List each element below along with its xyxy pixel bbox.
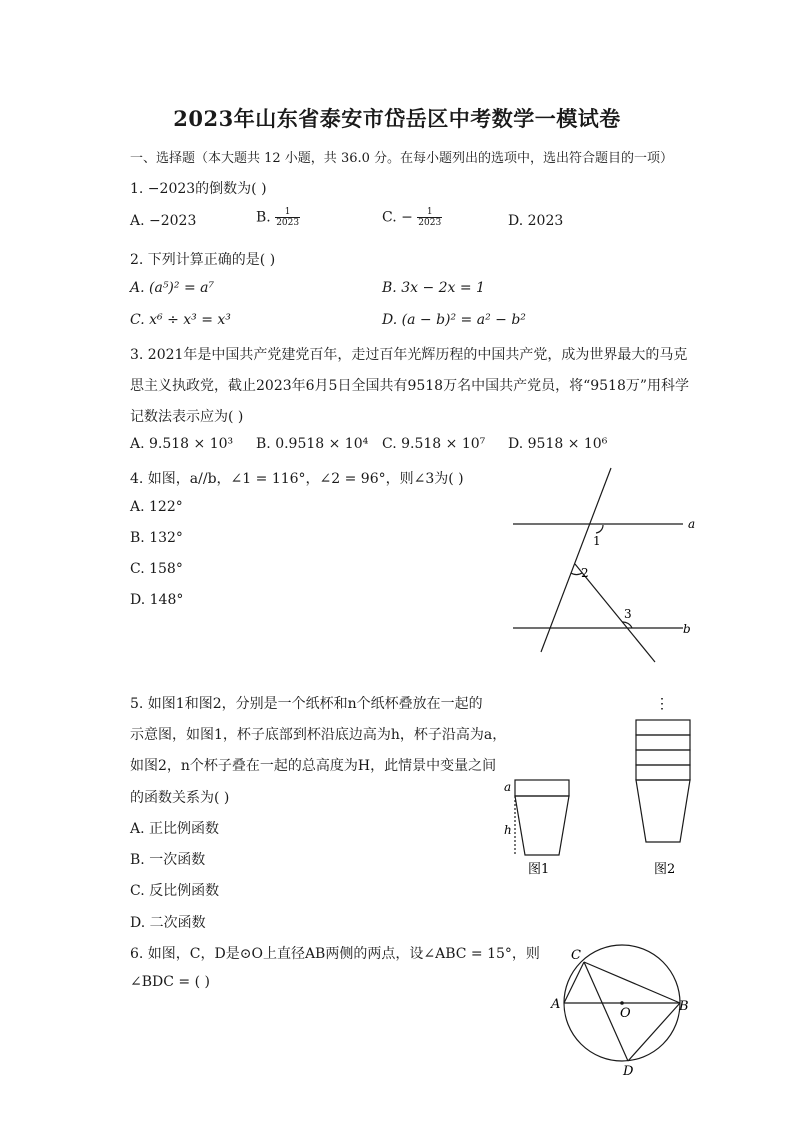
q1-c-denominator: 2023 bbox=[418, 218, 442, 228]
point-d-label: D bbox=[623, 1064, 634, 1079]
cup2-rim-1 bbox=[636, 720, 690, 735]
q2-option-c: C. x⁶ ÷ x³ = x³ bbox=[130, 312, 231, 328]
label-b: b bbox=[683, 622, 691, 636]
segment-ac bbox=[564, 962, 584, 1003]
q1-c-numerator: 1 bbox=[417, 207, 442, 218]
q1-b-denominator: 2023 bbox=[276, 218, 300, 228]
q3-line-2: 思主义执政党，截止2023年6月5日全国共有9518万名中国共产党员，将“9518万”用科学 bbox=[130, 378, 690, 394]
cup2-body bbox=[636, 780, 690, 842]
q1-stem: 1. −2023的倒数为( ) bbox=[130, 181, 267, 197]
segment-cb bbox=[584, 962, 680, 1003]
q6-line-1: 6. 如图，C，D是⊙O上直径AB两侧的两点，设∠ABC = 15°，则 bbox=[130, 946, 540, 962]
cup2-rim-4 bbox=[636, 765, 690, 780]
q1-option-b-fraction bbox=[275, 207, 300, 228]
q2-stem: 2. 下列计算正确的是( ) bbox=[130, 252, 276, 268]
q5-line-2: 示意图，如图1，杯子底部到杯沿底边高为h，杯子沿高为a， bbox=[130, 727, 507, 743]
q4-option-b: B. 132° bbox=[130, 530, 183, 546]
q4-parallel-lines-figure bbox=[505, 465, 705, 670]
point-c-label: C bbox=[571, 948, 581, 963]
label-h: h bbox=[504, 823, 512, 837]
label-a: a bbox=[504, 780, 512, 794]
q1-option-c-fraction bbox=[417, 207, 442, 228]
cup1-rim bbox=[515, 780, 569, 796]
q5-line-4: 的函数关系为( ) bbox=[130, 790, 230, 806]
q1-option-b bbox=[256, 207, 300, 228]
q2-option-d: D. (a − b)² = a² − b² bbox=[382, 312, 526, 328]
q1-option-b-prefix: B. bbox=[256, 209, 271, 226]
q4-option-c: C. 158° bbox=[130, 561, 183, 577]
q4-option-a: A. 122° bbox=[130, 499, 183, 515]
q5-option-d: D. 二次函数 bbox=[130, 915, 206, 931]
q5-option-a: A. 正比例函数 bbox=[130, 821, 220, 837]
q6-line-2: ∠BDC = ( ) bbox=[130, 974, 210, 990]
continuation-dots: ⋮ bbox=[655, 696, 669, 712]
q1-option-c-prefix: C. − bbox=[382, 209, 413, 226]
q1-b-numerator: 1 bbox=[275, 207, 300, 218]
q5-line-1: 5. 如图1和图2，分别是一个纸杯和n个纸杯叠放在一起的 bbox=[130, 696, 483, 712]
angle-1-arc bbox=[596, 525, 603, 533]
page-title: 2023年山东省泰安市岱岳区中考数学一模试卷 bbox=[173, 106, 621, 131]
section-heading: 一、选择题（本大题共 12 小题，共 36.0 分。在每小题列出的选项中，选出符合题目的一项） bbox=[130, 151, 674, 166]
label-a: a bbox=[688, 517, 696, 531]
center-o-label: O bbox=[620, 1006, 631, 1021]
q3-option-b: B. 0.9518 × 10⁴ bbox=[256, 436, 369, 452]
q4-option-d: D. 148° bbox=[130, 592, 184, 608]
angle-2-label: 2 bbox=[581, 566, 589, 580]
cup1-body bbox=[515, 796, 569, 855]
q4-stem: 4. 如图，a//b，∠1 = 116°，∠2 = 96°，则∠3为( ) bbox=[130, 471, 464, 487]
q1-option-d: D. 2023 bbox=[508, 213, 564, 229]
point-b-label: B bbox=[679, 999, 689, 1014]
angle-1-label: 1 bbox=[593, 534, 601, 548]
q2-option-b: B. 3x − 2x = 1 bbox=[382, 280, 485, 296]
q1-option-c bbox=[382, 207, 442, 228]
q3-option-d: D. 9518 × 10⁶ bbox=[508, 436, 608, 452]
q5-line-3: 如图2，n个杯子叠在一起的总高度为H，此情景中变量之间 bbox=[130, 758, 497, 774]
q1-option-a: A. −2023 bbox=[130, 213, 197, 229]
q6-circle-figure bbox=[540, 940, 700, 1080]
cup2-rim-2 bbox=[636, 735, 690, 750]
q5-option-b: B. 一次函数 bbox=[130, 852, 206, 868]
q3-line-1: 3. 2021年是中国共产党建党百年，走过百年光辉历程的中国共产党，成为世界最大的马克 bbox=[130, 347, 688, 363]
q3-line-3: 记数法表示应为( ) bbox=[130, 409, 244, 425]
q3-option-a: A. 9.518 × 10³ bbox=[130, 436, 234, 452]
cup2-rim-3 bbox=[636, 750, 690, 765]
caption-figure-2: 图2 bbox=[654, 862, 676, 877]
q3-option-c: C. 9.518 × 10⁷ bbox=[382, 436, 486, 452]
angle-3-label: 3 bbox=[624, 607, 632, 621]
point-a-label: A bbox=[551, 997, 561, 1012]
q5-option-c: C. 反比例函数 bbox=[130, 883, 220, 899]
transversal bbox=[541, 468, 611, 652]
q5-paper-cup-figure bbox=[498, 690, 698, 882]
q2-option-a: A. (a⁵)² = a⁷ bbox=[130, 280, 215, 296]
caption-figure-1: 图1 bbox=[528, 862, 550, 877]
center-point bbox=[620, 1001, 624, 1005]
